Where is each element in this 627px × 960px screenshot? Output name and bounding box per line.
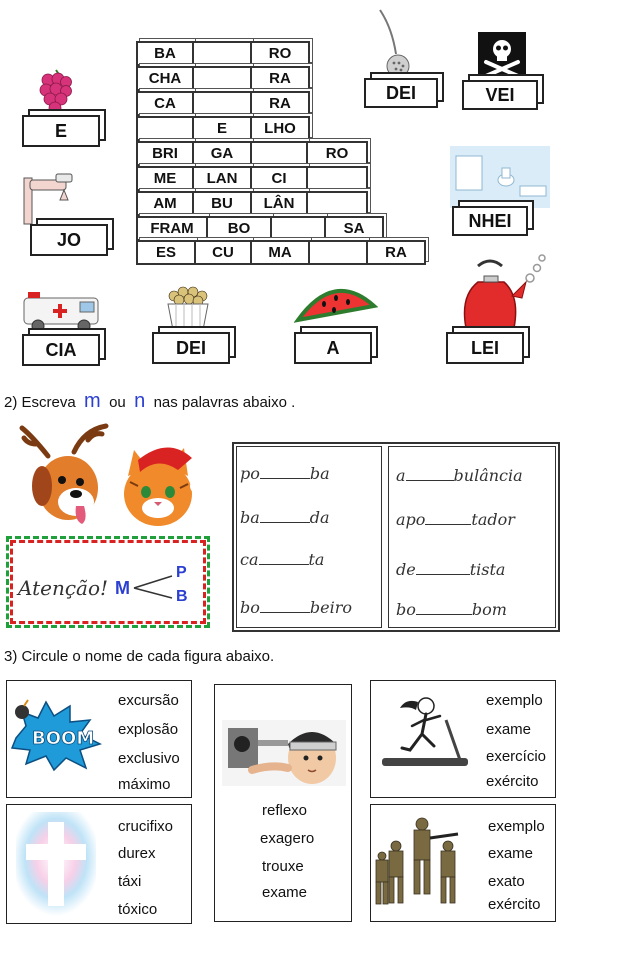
option-word[interactable]: táxi xyxy=(118,873,142,890)
option-word[interactable]: exagero xyxy=(260,830,315,847)
section2-text-after: nas palavras abaixo . xyxy=(153,394,296,411)
word-item: ba da xyxy=(240,508,330,527)
option-word[interactable]: trouxe xyxy=(262,858,304,875)
wall-cell: SA xyxy=(324,216,384,241)
word-item: de tista xyxy=(396,560,506,579)
option-word[interactable]: durex xyxy=(118,845,156,862)
option-word[interactable]: excursão xyxy=(118,692,179,709)
boom-text: BOOM xyxy=(32,728,95,749)
kettle-icon xyxy=(460,252,552,332)
block-dei-popcorn: DEI xyxy=(152,332,230,364)
grapes-icon xyxy=(38,68,74,118)
wall-cell: CI xyxy=(250,166,308,191)
word-item: a bulância xyxy=(396,466,523,485)
treadmill-runner-icon xyxy=(376,690,476,776)
section2-ou: ou xyxy=(109,394,126,411)
wall-cell: RA xyxy=(250,91,310,116)
wall-cell xyxy=(306,191,368,216)
option-word[interactable]: máximo xyxy=(118,776,171,793)
option-word[interactable]: exame xyxy=(262,884,308,901)
wall-cell xyxy=(270,216,326,241)
wall-cell: RA xyxy=(250,66,310,91)
section2-letter-n: n xyxy=(134,390,146,412)
wall-cell: CU xyxy=(194,240,252,265)
wall-cell: ES xyxy=(136,240,196,265)
section3-text: Circule o nome de cada figura abaixo. xyxy=(21,648,275,665)
wall-cell xyxy=(136,116,194,141)
block-cia: CIA xyxy=(22,334,100,366)
soldiers-icon xyxy=(374,814,466,912)
wall-cell xyxy=(250,141,308,166)
attention-b: B xyxy=(176,588,188,605)
section2-number: 2) xyxy=(4,394,18,411)
wall-cell: LÂN xyxy=(250,191,308,216)
wall-cell: ME xyxy=(136,166,194,191)
skull-icon xyxy=(478,32,526,80)
section3-heading xyxy=(4,648,274,665)
wall-cell: BO xyxy=(206,216,272,241)
option-word[interactable]: exército xyxy=(488,896,541,913)
wall-cell: AM xyxy=(136,191,194,216)
block-dei-shower: DEI xyxy=(364,78,438,108)
option-word[interactable]: exame xyxy=(486,721,532,738)
word-item: ca ta xyxy=(240,550,325,569)
option-word[interactable]: reflexo xyxy=(262,802,308,819)
block-vei: VEI xyxy=(462,80,538,110)
popcorn-icon xyxy=(164,284,212,332)
section2-heading xyxy=(4,390,295,413)
option-word[interactable]: exercício xyxy=(486,748,547,765)
ambulance-icon xyxy=(22,290,102,334)
wall-cell: GA xyxy=(192,141,252,166)
cross-icon xyxy=(16,812,96,916)
option-word[interactable]: exato xyxy=(488,873,525,890)
wall-cell xyxy=(192,41,252,66)
wall-cell: RO xyxy=(306,141,368,166)
attention-p: P xyxy=(176,564,187,581)
faucet-icon xyxy=(20,170,82,228)
wall-cell: FRAM xyxy=(136,216,208,241)
watermelon-icon xyxy=(294,280,378,328)
wall-cell: LAN xyxy=(192,166,252,191)
word-item: bo beiro xyxy=(240,598,352,617)
option-word[interactable]: exemplo xyxy=(488,818,545,835)
wall-cell: LHO xyxy=(250,116,310,141)
wall-cell: RO xyxy=(250,41,310,66)
bomb-explosion-icon xyxy=(10,698,106,772)
section2-text-before: Escreva xyxy=(21,394,76,411)
word-item: bo bom xyxy=(396,600,507,619)
wall-cell: BU xyxy=(192,191,252,216)
wall-cell: CA xyxy=(136,91,194,116)
option-word[interactable]: exemplo xyxy=(486,692,543,709)
block-jo: JO xyxy=(30,224,108,256)
section3-number: 3) xyxy=(4,648,18,665)
option-word[interactable]: exército xyxy=(486,773,539,790)
attention-text: Atenção! xyxy=(18,576,109,600)
wall-cell xyxy=(306,166,368,191)
wall-cell: RA xyxy=(366,240,426,265)
dog-cat-illustration xyxy=(18,416,214,546)
wall-cell: BA xyxy=(136,41,194,66)
option-word[interactable]: exame xyxy=(488,845,534,862)
option-word[interactable]: crucifixo xyxy=(118,818,174,835)
wall-cell: BRI xyxy=(136,141,194,166)
word-item: apo tador xyxy=(396,510,515,529)
block-nhei: NHEI xyxy=(452,206,528,236)
wall-cell: MA xyxy=(250,240,310,265)
eye-exam-icon xyxy=(222,720,346,786)
option-word[interactable]: tóxico xyxy=(118,901,158,918)
option-word[interactable]: explosão xyxy=(118,721,179,738)
wall-cell: E xyxy=(192,116,252,141)
block-e: E xyxy=(22,115,100,147)
block-lei: LEI xyxy=(446,332,524,364)
wall-cell xyxy=(308,240,368,265)
wall-cell xyxy=(192,91,252,116)
arrow-lines-icon xyxy=(132,572,176,602)
block-a: A xyxy=(294,332,372,364)
shower-icon xyxy=(374,8,414,80)
word-item: po ba xyxy=(240,464,330,483)
wall-cell xyxy=(192,66,252,91)
section2-letter-m: m xyxy=(84,390,101,412)
wall-cell: CHA xyxy=(136,66,194,91)
bathroom-icon xyxy=(450,146,550,208)
attention-m: M xyxy=(115,578,130,598)
option-word[interactable]: exclusivo xyxy=(118,750,180,767)
